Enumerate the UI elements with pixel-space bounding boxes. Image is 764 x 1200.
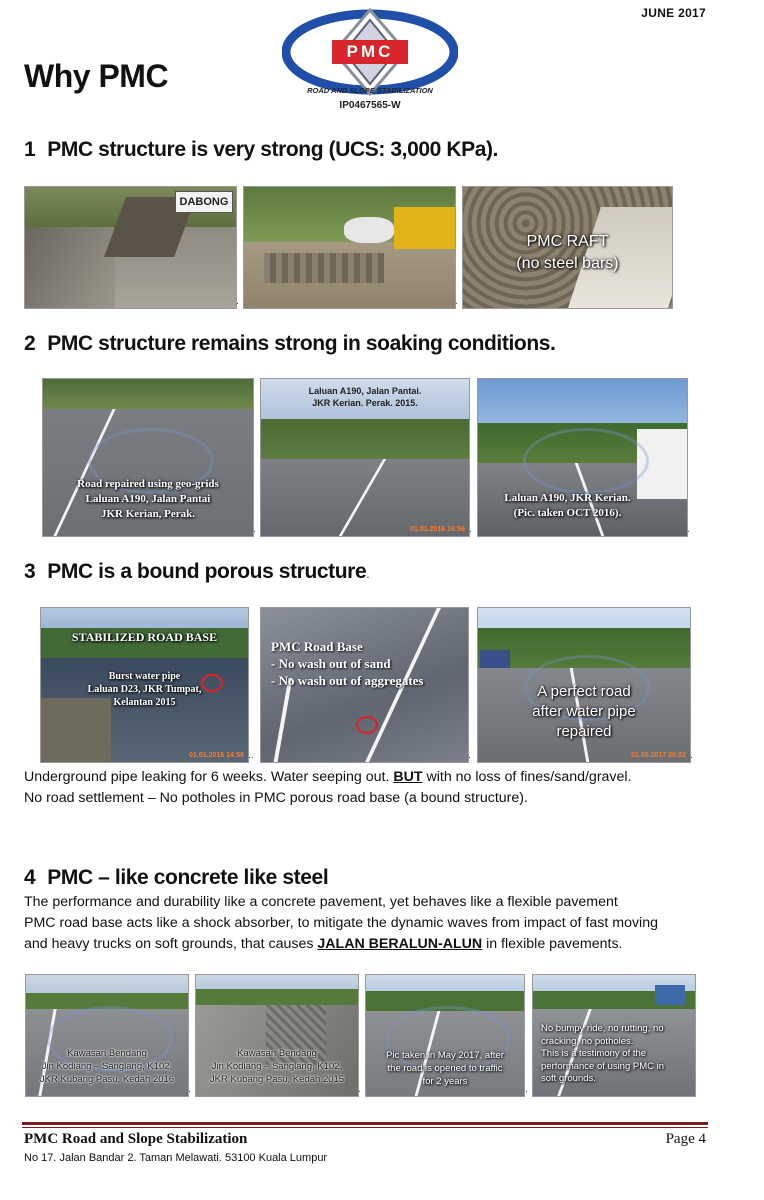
section-3-photo-1: STABILIZED ROAD BASE Burst water pipe Laluan D23, JKR Tumpat, Kelantan 2015 01.01.2016 14:56 bbox=[40, 607, 249, 763]
section-4-heading bbox=[24, 866, 328, 890]
section-4-title: PMC – like concrete like steel bbox=[47, 866, 329, 889]
section-1-heading bbox=[24, 138, 498, 162]
section-4-photo-2-caption: Kawasan Bendang Jin Kodiang – Sanglang, K102, JKR Kubang Pasu, Kedah 2015 bbox=[209, 1048, 345, 1085]
footer-address: No 17. Jalan Bandar 2. Taman Melawati. 53100 Kuala Lumpur bbox=[24, 1152, 328, 1164]
section-2-title: PMC structure remains strong in soaking conditions. bbox=[47, 332, 556, 355]
section-1-photo-3-caption: PMC RAFT (no steel bars) bbox=[516, 233, 619, 272]
section-3-text-line-1: Underground pipe leaking for 6 weeks. Water seeping out. BUT with no loss of fines/sand/gravel. bbox=[24, 769, 632, 785]
section-1-number: 1 bbox=[24, 138, 36, 161]
section-2-photo-3-caption: Laluan A190, JKR Kerian. (Pic. taken OCT 2016). bbox=[504, 492, 631, 519]
section-3-text bbox=[24, 767, 632, 809]
section-3-photo-1-caption: STABILIZED ROAD BASE bbox=[71, 630, 218, 644]
section-1-photo-3 bbox=[462, 186, 673, 309]
section-3-photo-3-caption: A perfect road after water pipe repaired bbox=[532, 683, 636, 740]
section-2-heading bbox=[24, 332, 555, 356]
footer-page-number: Page 4 bbox=[665, 1131, 706, 1147]
footer-company-name: PMC Road and Slope Stabilization bbox=[24, 1131, 248, 1147]
section-4-photo-3-caption: Pic taken in May 2017, after the road is opened to traffic for 2 years bbox=[386, 1050, 504, 1087]
section-2-photo-1 bbox=[42, 378, 254, 537]
section-4-text bbox=[24, 892, 658, 955]
document-date: JUNE 2017 bbox=[641, 6, 706, 20]
pmc-logo-tagline: ROAD AND SLOPE STABILIZATION bbox=[307, 86, 433, 95]
section-2-number: 2 bbox=[24, 332, 36, 355]
section-1-photo-2 bbox=[243, 186, 456, 309]
section-2-photo-3 bbox=[477, 378, 688, 537]
section-3-heading: 3 PMC is a bound porous structure. bbox=[24, 560, 370, 583]
section-2-photo-2: Laluan A190, Jalan Pantai. JKR Kerian. Perak. 2015. 01.01.2016 16:56 bbox=[260, 378, 470, 537]
section-3-number: 3 bbox=[24, 560, 36, 583]
pmc-logo-registration: IP0467565-W bbox=[339, 100, 401, 111]
section-3-photo-2 bbox=[260, 607, 469, 763]
section-4-photo-2 bbox=[195, 974, 359, 1097]
section-2-photo-1-caption: Road repaired using geo-grids Laluan A190, Jalan Pantai JKR Kerian, Perak. bbox=[77, 478, 219, 520]
section-3-title: PMC is a bound porous structure bbox=[47, 560, 367, 583]
dabong-sign: DABONG bbox=[175, 191, 233, 213]
section-4-text-line-1: The performance and durability like a concrete pavement, yet behaves like a flexible pavement bbox=[24, 894, 618, 910]
section-4-photo-4 bbox=[532, 974, 696, 1097]
section-3-photo-1-subcaption: Burst water pipe Laluan D23, JKR Tumpat, Kelantan 2015 bbox=[87, 671, 202, 708]
section-3-photo-3: A perfect road after water pipe repaired 01.05.2017 20:22 bbox=[477, 607, 691, 763]
footer-rule bbox=[22, 1122, 708, 1125]
section-4-number: 4 bbox=[24, 866, 36, 889]
section-1-photo-1 bbox=[24, 186, 237, 309]
section-4-photo-1-caption: Kawasan Bendang Jin Kodiang – Sanglang, K102, JKR Kubang Pasu, Kedah 2016 bbox=[39, 1048, 175, 1085]
section-4-photo-4-caption: No bumpy ride, no rutting, no cracking, no potholes. This is a testimony of the performance of using PMC in soft grounds. bbox=[541, 1023, 665, 1084]
section-2-photo-2-caption: Laluan A190, Jalan Pantai. JKR Kerian. Perak. 2015. bbox=[308, 386, 422, 408]
section-3-photo-2-caption: PMC Road Base - No wash out of sand - No wash out of aggregates bbox=[271, 639, 424, 688]
section-4-photo-3 bbox=[365, 974, 525, 1097]
pmc-logo bbox=[282, 6, 458, 120]
section-1-title: PMC structure is very strong (UCS: 3,000 KPa). bbox=[47, 138, 499, 161]
section-4-text-line-3: and heavy trucks on soft grounds, that causes JALAN BERALUN-ALUN in flexible pavements. bbox=[24, 936, 623, 952]
page-title: Why PMC bbox=[24, 58, 169, 94]
pmc-logo-mark: PMC bbox=[346, 42, 394, 61]
section-3-text-line-2: No road settlement – No potholes in PMC porous road base (a bound structure). bbox=[24, 790, 528, 806]
section-4-text-line-2: PMC road base acts like a shock absorber, to mitigate the dynamic waves from impact of fast moving bbox=[24, 915, 658, 931]
section-4-photo-1 bbox=[25, 974, 189, 1097]
footer-rule-thin bbox=[22, 1127, 708, 1128]
